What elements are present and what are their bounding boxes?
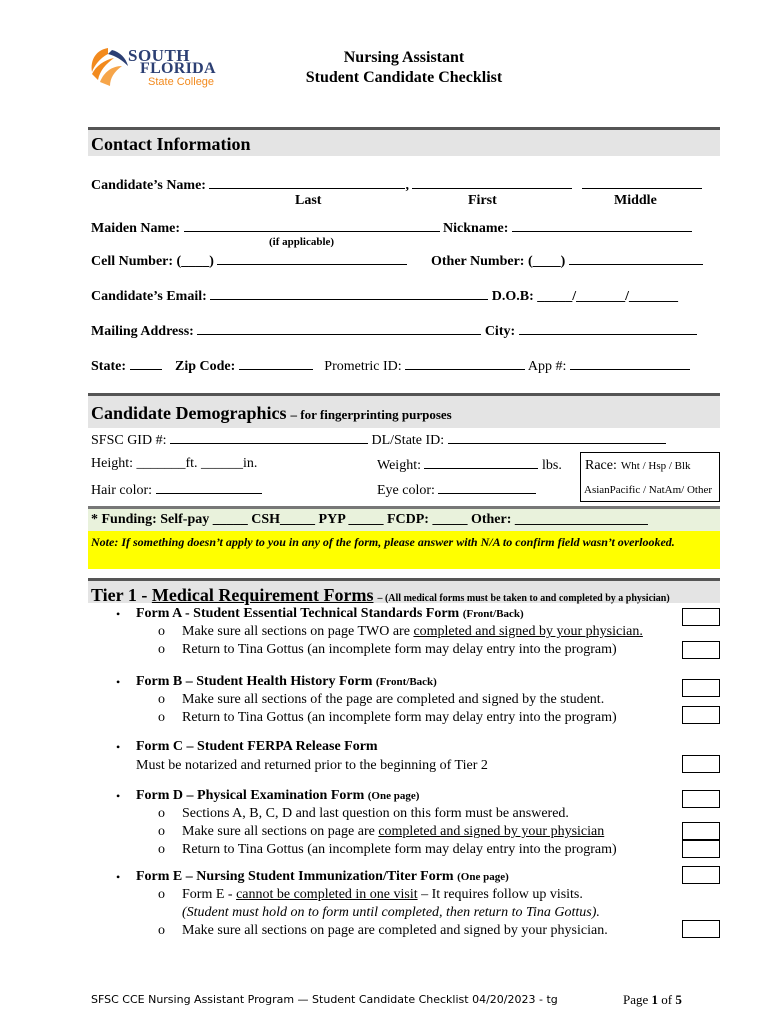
form-a-checkbox-2[interactable]	[682, 641, 720, 659]
form-e-item-1-text: Form E -	[182, 887, 237, 902]
dl-state-id-label: DL/State ID:	[371, 433, 445, 448]
weight-field[interactable]	[424, 456, 538, 469]
hair-row	[91, 481, 262, 499]
demographics-section-header	[88, 393, 720, 428]
tier1-title: Medical Requirement Forms	[151, 585, 374, 605]
first-caption: First	[468, 193, 497, 208]
gid-row	[91, 431, 666, 449]
candidate-name-label: Candidate’s Name:	[91, 178, 206, 193]
form-d-checkbox-2[interactable]	[682, 822, 720, 840]
logo-florida-text: FLORIDA	[140, 60, 216, 77]
state-label: State:	[91, 359, 126, 374]
note-banner	[88, 531, 720, 569]
nickname-label: Nickname:	[443, 221, 509, 236]
contact-section-header	[88, 127, 720, 156]
if-applicable-caption: (if applicable)	[269, 236, 335, 248]
form-b-name: Form B – Student Health History Form	[136, 674, 373, 689]
mailing-address-label: Mailing Address:	[91, 324, 194, 339]
form-b-bullet: •	[116, 675, 121, 689]
form-a-item-1-underlined: completed and signed by your physician.	[413, 624, 643, 639]
email-label: Candidate’s Email:	[91, 289, 207, 304]
form-a-qualifier: (Front/Back)	[462, 608, 524, 620]
form-d-checkbox-3[interactable]	[682, 840, 720, 858]
last-name-field[interactable]	[209, 176, 405, 189]
maiden-row	[91, 219, 692, 237]
middle-name-field[interactable]	[582, 176, 702, 189]
hair-color-label: Hair color:	[91, 483, 153, 498]
form-e-item-3-text: Make sure all sections on page are completed and signed by your physician.	[182, 923, 608, 938]
logo-state-college-text: State College	[148, 76, 215, 88]
form-b-checkbox-1[interactable]	[682, 679, 720, 697]
page-of: of	[661, 992, 673, 1007]
candidate-name-row: Candidate’s Name: ,	[91, 176, 702, 194]
contact-section-title: Contact Information	[91, 134, 251, 154]
form-e-checkbox-2[interactable]	[682, 920, 720, 938]
form-e-item-1-underlined: cannot be completed in one visit	[236, 887, 418, 902]
form-d-name: Form D – Physical Examination Form	[136, 788, 365, 803]
eye-row	[377, 481, 536, 499]
last-caption: Last	[295, 193, 322, 208]
form-c-instructions: Must be notarized and returned prior to the beginning of Tier 2	[136, 758, 488, 773]
form-d-qualifier: (One page)	[367, 790, 420, 802]
nickname-field[interactable]	[512, 219, 692, 232]
form-c-checkbox[interactable]	[682, 755, 720, 773]
logo-south-text: SOUTH	[128, 46, 191, 65]
form-e-bullet: •	[116, 870, 121, 884]
hair-color-field[interactable]	[156, 481, 262, 494]
middle-caption: Middle	[614, 193, 657, 208]
prometric-field[interactable]	[405, 357, 525, 370]
dl-state-id-field[interactable]	[448, 431, 666, 444]
form-d-bullet: •	[116, 789, 121, 803]
form-e-name: Form E – Nursing Student Immunization/Titer Form	[136, 869, 454, 884]
weight-unit: lbs.	[541, 458, 562, 473]
app-number-field[interactable]	[570, 357, 690, 370]
form-d-item-2-underlined: completed and signed by your physician	[378, 824, 605, 839]
form-d-item-2-text: Make sure all sections on page are	[182, 824, 379, 839]
cell-number-label: Cell Number: (____)	[91, 254, 214, 269]
note-text: If something doesn’t apply to you in any of the form, please answer with N/A to confirm field wasn’t overlooked.	[121, 535, 675, 549]
form-d-item-3-text: Return to Tina Gottus (an incomplete form may delay entry into the program)	[182, 842, 617, 857]
other-number-label: Other Number: (____)	[431, 254, 566, 269]
form-b-item-1-text: Make sure all sections of the page are completed and signed by the student.	[182, 692, 605, 707]
form-a-heading	[136, 606, 524, 622]
page-prefix: Page	[623, 992, 649, 1007]
demographics-section-title: Candidate Demographics	[91, 403, 287, 423]
zip-field[interactable]	[239, 357, 313, 370]
form-a-name: Form A - Student Essential Technical Standards Form	[136, 606, 460, 621]
form-a-item-1-text: Make sure all sections on page TWO are	[182, 624, 414, 639]
state-row	[91, 357, 690, 375]
funding-options[interactable]: * Funding: Self-pay _____ CSH_____ PYP _____ FCDP: _____ Other: ___________________	[91, 512, 648, 527]
form-d-item-1-text: Sections A, B, C, D and last question on this form must be answered.	[182, 806, 569, 821]
state-field[interactable]	[130, 357, 162, 370]
email-row	[91, 287, 678, 305]
page-current: 1	[651, 992, 659, 1007]
race-options-line2: AsianPacific / NatAm/ Other	[584, 484, 712, 496]
form-b-qualifier: (Front/Back)	[375, 676, 437, 688]
cell-row	[91, 252, 407, 270]
mailing-address-field[interactable]	[197, 322, 481, 335]
race-box[interactable]	[580, 452, 720, 502]
page-total: 5	[675, 992, 682, 1007]
height-field[interactable]: Height: _______ft. ______in.	[91, 456, 258, 471]
footer-text: SFSC CCE Nursing Assistant Program — Student Candidate Checklist 04/20/2023 - tg	[91, 993, 558, 1006]
race-options-line1: Wht / Hsp / Blk	[620, 460, 691, 472]
page-title-line1: Nursing Assistant	[343, 49, 465, 66]
funding-row	[88, 506, 720, 531]
sfsc-gid-field[interactable]	[170, 431, 368, 444]
form-c-bullet: •	[116, 740, 121, 754]
maiden-name-field[interactable]	[184, 219, 440, 232]
form-e-checkbox-1[interactable]	[682, 866, 720, 884]
eye-color-label: Eye color:	[377, 483, 435, 498]
form-c-name: Form C – Student FERPA Release Form	[136, 739, 378, 754]
cell-number-field[interactable]	[217, 252, 407, 265]
page-number	[623, 992, 682, 1008]
sfsc-gid-label: SFSC GID #:	[91, 433, 167, 448]
maiden-name-label: Maiden Name:	[91, 221, 181, 236]
form-e-heading	[136, 869, 509, 885]
other-number-row	[431, 252, 703, 270]
form-b-heading	[136, 674, 437, 690]
prometric-label: Prometric ID:	[324, 359, 402, 374]
race-label: Race:	[585, 458, 617, 473]
form-e-item-1-suffix: – It requires follow up visits.	[417, 887, 583, 902]
zip-label: Zip Code:	[175, 359, 236, 374]
form-e-italic-note: (Student must hold on to form until completed, then return to Tina Gottus).	[182, 905, 600, 920]
form-e-qualifier: (One page)	[457, 871, 509, 883]
form-b-item-2-text: Return to Tina Gottus (an incomplete form may delay entry into the program)	[182, 710, 617, 725]
demographics-section-subtitle: – for fingerprinting purposes	[290, 407, 452, 422]
app-number-label: App #:	[527, 359, 567, 374]
first-name-field[interactable]	[412, 176, 572, 189]
form-b-checkbox-2[interactable]	[682, 706, 720, 724]
form-a-item-2-text: Return to Tina Gottus (an incomplete form may delay entry into the program)	[182, 642, 617, 657]
tier1-title-prefix: Tier 1 -	[91, 585, 152, 605]
eye-color-field[interactable]	[438, 481, 536, 494]
weight-row	[377, 456, 562, 474]
email-field[interactable]	[210, 287, 488, 300]
form-a-checkbox-1[interactable]	[682, 608, 720, 626]
dob-field[interactable]: _____/_______/_______	[537, 289, 679, 304]
tier1-subtitle: – (All medical forms must be taken to and completed by a physician)	[377, 593, 670, 604]
city-field[interactable]	[519, 322, 697, 335]
weight-label: Weight:	[377, 458, 421, 473]
form-a-bullet: •	[116, 607, 121, 621]
form-d-heading	[136, 788, 419, 804]
note-label: Note:	[91, 535, 119, 549]
other-number-field[interactable]	[569, 252, 703, 265]
page-title-line2: Student Candidate Checklist	[305, 69, 503, 86]
dob-label: D.O.B:	[491, 289, 534, 304]
mailing-row	[91, 322, 697, 340]
city-label: City:	[484, 324, 516, 339]
tier1-section-header	[88, 578, 720, 603]
form-d-checkbox-1[interactable]	[682, 790, 720, 808]
